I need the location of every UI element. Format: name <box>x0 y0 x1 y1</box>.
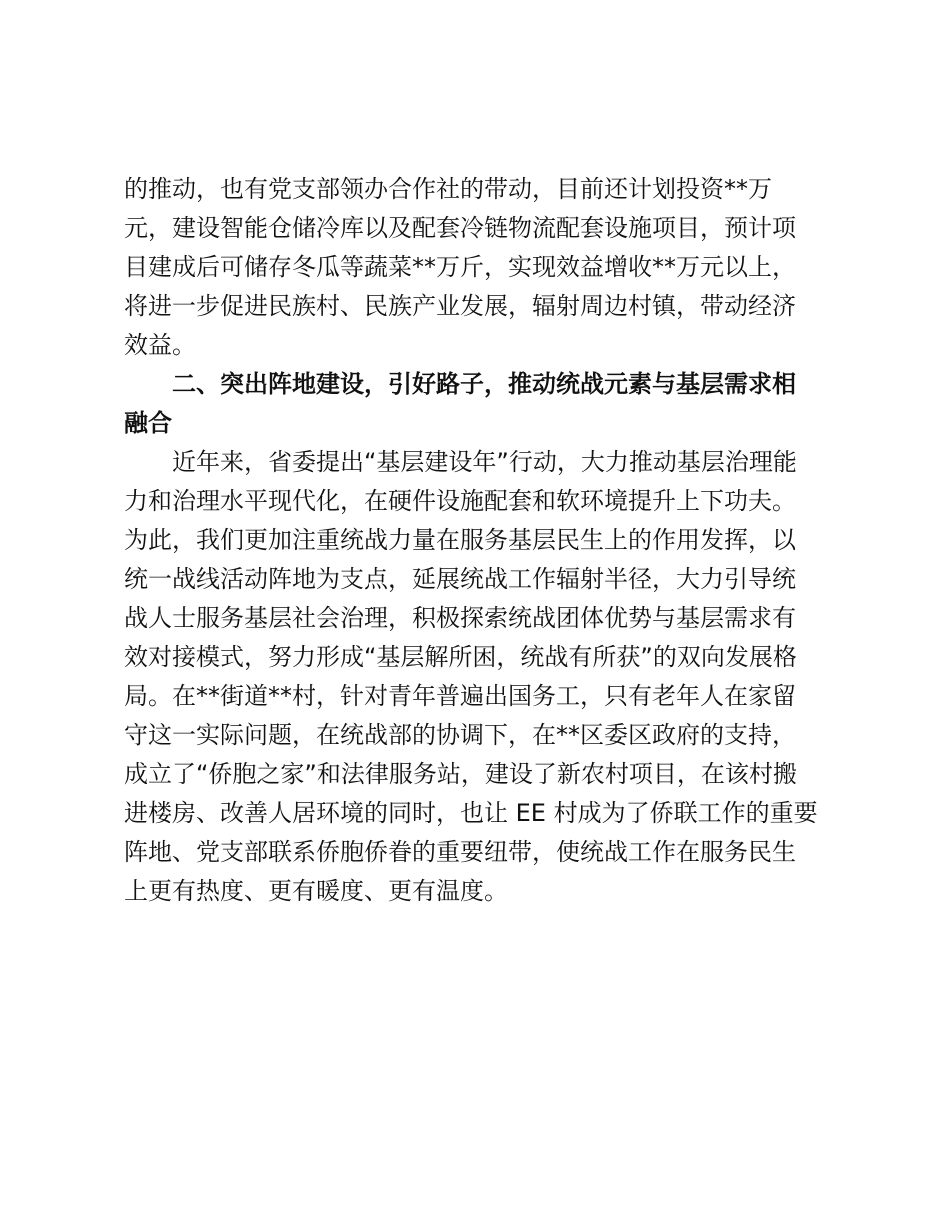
text-line-1: 的推动，也有党支部领办合作社的带动，目前还计划投资**万 <box>124 175 772 203</box>
text-line-3: 目建成后可储存冬瓜等蔬菜**万斤，实现效益增收**万元以上， <box>124 253 796 281</box>
text-line-14: 局。在**街道**村，针对青年普遍出国务工，只有老年人在家留 <box>124 682 796 710</box>
text-line-16: 成立了“侨胞之家”和法律服务站，建设了新农村项目，在该村搬 <box>124 760 797 788</box>
text-line-8: 近年来，省委提出“基层建设年”行动，大力推动基层治理能 <box>124 448 797 476</box>
text-line-18: 阵地、党支部联系侨胞侨眷的重要纽带，使统战工作在服务民生 <box>124 838 796 866</box>
text-line-2: 元，建设智能仓储冷库以及配套冷链物流配套设施项目，预计项 <box>124 214 796 242</box>
text-line-5: 效益。 <box>124 331 196 359</box>
text-line-17: 进楼房、改善人居环境的同时，也让 EE 村成为了侨联工作的重要 <box>124 799 818 827</box>
section-heading-line-2: 融合 <box>124 409 172 437</box>
text-line-12: 战人士服务基层社会治理，积极探索统战团体优势与基层需求有 <box>124 604 796 632</box>
text-line-15: 守这一实际问题，在统战部的协调下，在**区委区政府的支持， <box>124 721 796 749</box>
text-line-13: 效对接模式，努力形成“基层解所困，统战有所获”的双向发展格 <box>124 643 797 671</box>
text-line-11: 统一战线活动阵地为支点，延展统战工作辐射半径，大力引导统 <box>124 565 796 593</box>
text-line-19: 上更有热度、更有暖度、更有温度。 <box>124 877 508 905</box>
document-body <box>124 170 844 911</box>
text-line-10: 为此，我们更加注重统战力量在服务基层民生上的作用发挥，以 <box>124 526 796 554</box>
section-heading-line-1: 二、突出阵地建设，引好路子，推动统战元素与基层需求相 <box>124 370 796 398</box>
text-line-9: 力和治理水平现代化，在硬件设施配套和软环境提升上下功夫。 <box>124 487 796 515</box>
text-line-4: 将进一步促进民族村、民族产业发展，辐射周边村镇，带动经济 <box>124 292 796 320</box>
